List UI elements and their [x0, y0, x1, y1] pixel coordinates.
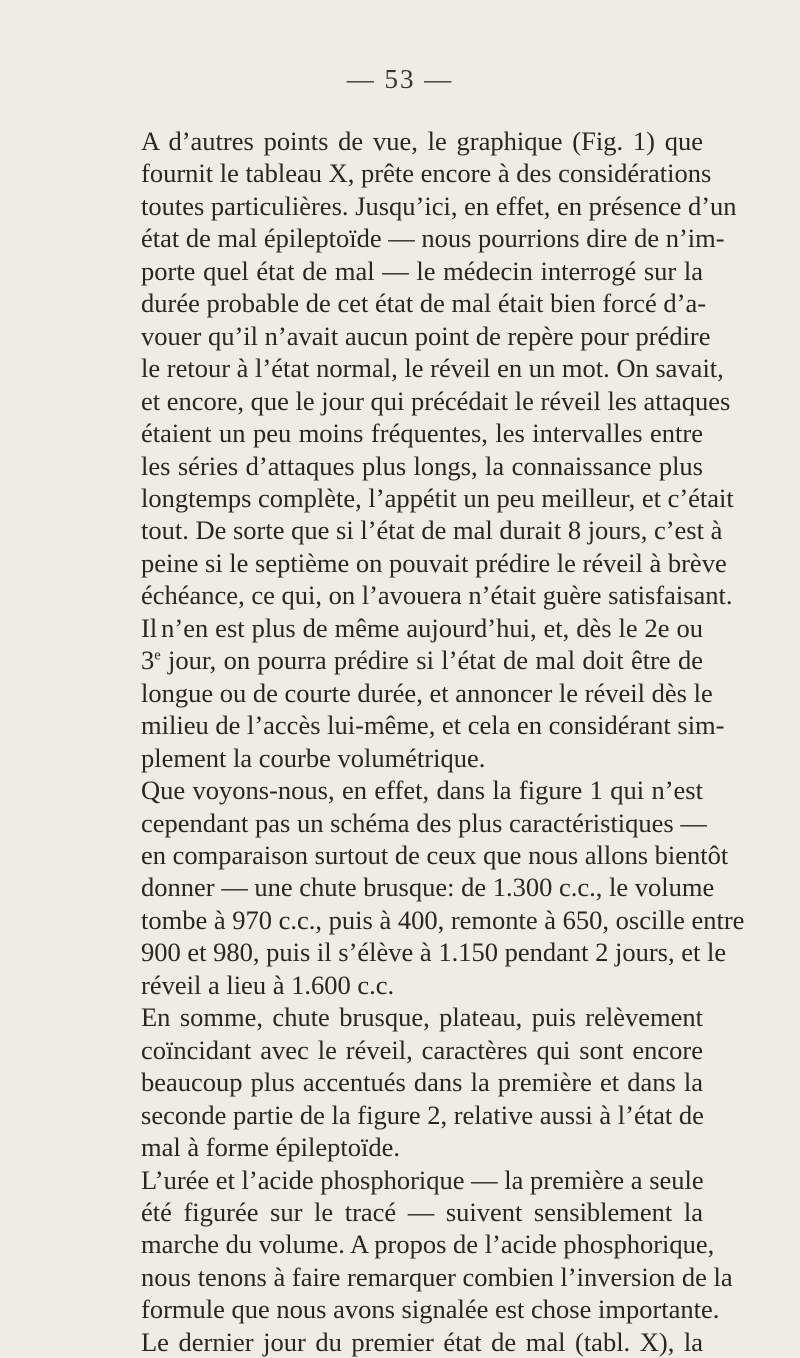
text-line: en comparaison surtout de ceux que nous allons bientôt [113, 839, 703, 871]
text-line: réveil a lieu à 1.600 c.c. [113, 969, 703, 1001]
paragraph [113, 1001, 703, 1163]
text-line: formule que nous avons signalée est chose importante. [113, 1293, 703, 1325]
text-line: beaucoup plus accentués dans la première et dans la [113, 1066, 703, 1098]
text-line: 3e jour, on pourra prédire si l’état de mal doit être de [113, 644, 703, 676]
text-line: milieu de l’accès lui-même, et cela en considérant sim- [113, 709, 703, 741]
text-line: le retour à l’état normal, le réveil en un mot. On savait, [113, 352, 703, 384]
paragraph [113, 1164, 703, 1358]
text-line: peine si le septième on pouvait prédire le réveil à brève [113, 547, 703, 579]
text-line: tombe à 970 c.c., puis à 400, remonte à 650, oscille entre [113, 904, 703, 936]
text-line: Que voyons-nous, en effet, dans la figure 1 qui n’est [113, 774, 703, 806]
text-line: donner — une chute brusque: de 1.300 c.c., le volume [113, 871, 703, 903]
text-line: seconde partie de la figure 2, relative aussi à l’état de [113, 1099, 703, 1131]
paragraph [113, 774, 703, 1001]
text-line: mal à forme épileptoïde. [113, 1131, 703, 1163]
text-line: longue ou de courte durée, et annoncer le réveil dès le [113, 677, 703, 709]
text-line: En somme, chute brusque, plateau, puis relèvement [113, 1001, 703, 1033]
paragraph [113, 125, 703, 612]
text-line: vouer qu’il n’avait aucun point de repère pour prédire [113, 320, 703, 352]
text-line: nous tenons à faire remarquer combien l’inversion de la [113, 1261, 703, 1293]
text-line: les séries d’attaques plus longs, la connaissance plus [113, 450, 703, 482]
ordinal-superscript [157, 615, 161, 631]
text-line: marche du volume. A propos de l’acide phosphorique, [113, 1228, 703, 1260]
text-line: porte quel état de mal — le médecin interrogé sur la [113, 255, 703, 287]
text-line: Le dernier jour du premier état de mal (tabl. X), la [113, 1326, 703, 1358]
text-line: échéance, ce qui, on l’avouera n’était guère satisfaisant. [113, 579, 703, 611]
text-line: plement la courbe volumétrique. [113, 742, 703, 774]
text-line: et encore, que le jour qui précédait le réveil les attaques [113, 385, 703, 417]
text-line: tout. De sorte que si l’état de mal durait 8 jours, c’est à [113, 514, 703, 546]
text-line: longtemps complète, l’appétit un peu meilleur, et c’était [113, 482, 703, 514]
text-line: fournit le tableau X, prête encore à des considérations [113, 157, 703, 189]
text-line: étaient un peu moins fréquentes, les intervalles entre [113, 417, 703, 449]
ordinal-superscript: e [154, 648, 160, 664]
text-line: L’urée et l’acide phosphorique — la première a seule [113, 1164, 703, 1196]
text-line: cependant pas un schéma des plus caractéristiques — [113, 807, 703, 839]
text-line: Il n’en est plus de même aujourd’hui, et, dès le 2e ou [113, 612, 703, 644]
text-line: toutes particulières. Jusqu’ici, en effet, en présence d’un [113, 190, 703, 222]
text-line: état de mal épileptoïde — nous pourrions dire de n’im- [113, 222, 703, 254]
text-line: A d’autres points de vue, le graphique (Fig. 1) que [113, 125, 703, 157]
body-text [113, 125, 703, 1358]
paragraph [113, 612, 703, 774]
text-line: été figurée sur le tracé — suivent sensiblement la [113, 1196, 703, 1228]
text-line: 900 et 980, puis il s’élève à 1.150 pendant 2 jours, et le [113, 936, 703, 968]
page-number: — 53 — [0, 64, 800, 95]
text-line: coïncidant avec le réveil, caractères qui sont encore [113, 1034, 703, 1066]
text-line: durée probable de cet état de mal était bien forcé d’a- [113, 287, 703, 319]
